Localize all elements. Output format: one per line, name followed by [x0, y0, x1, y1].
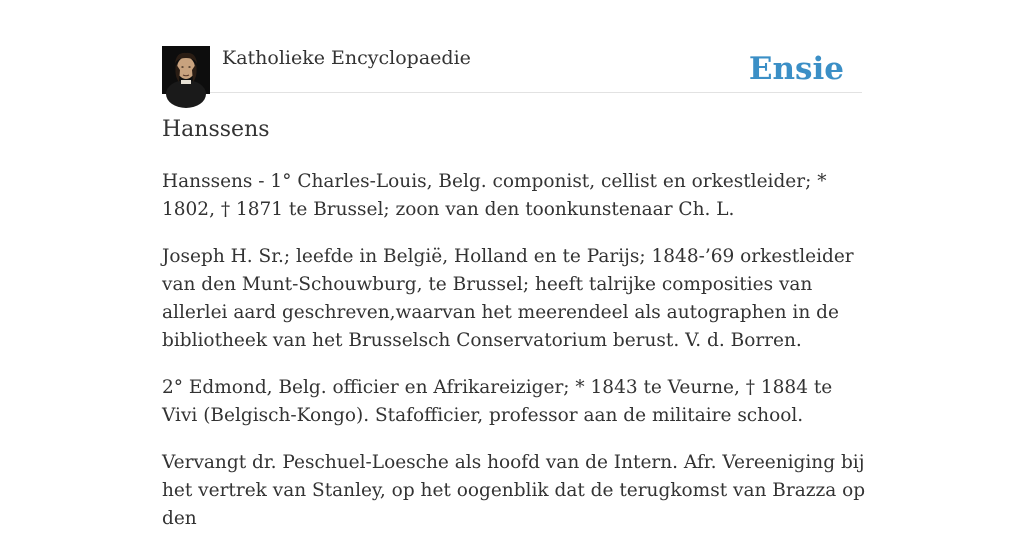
article-body — [162, 168, 868, 552]
portrait-avatar-icon[interactable] — [162, 46, 210, 94]
article-paragraph: Vervangt dr. Peschuel-Loesche als hoofd van de Intern. Afr. Vereeniging bij het vertrek van Stanley, op het oogenblik dat de terugkomst van Brazza op den — [162, 452, 866, 529]
article-paragraph: 2° Edmond, Belg. officier en Afrikareiziger; * 1843 te Veurne, † 1884 te Vivi (Belgisch-Kongo). Stafofficier, professor aan de militaire school. — [162, 377, 833, 426]
article-paragraph: Hanssens - 1° Charles-Louis, Belg. componist, cellist en orkestleider; * 1802, † 1871 te Brussel; zoon van den toonkunstenaar Ch. L. — [162, 171, 827, 220]
page-title: Hanssens — [162, 117, 270, 142]
article-paragraph: Joseph H. Sr.; leefde in België, Holland en te Parijs; 1848-’69 orkestleider van den Munt-Schouwburg, te Brussel; heeft talrijke composities van allerlei aard geschreven,waarvan het meerendeel als autographen in de bibliotheek van het Brusselsch Conservatorium berust. V. d. Borren. — [162, 246, 854, 351]
site-name[interactable]: Katholieke Encyclopaedie — [222, 47, 471, 69]
site-header — [162, 46, 862, 93]
brand-logo[interactable]: Ensie — [748, 51, 844, 87]
